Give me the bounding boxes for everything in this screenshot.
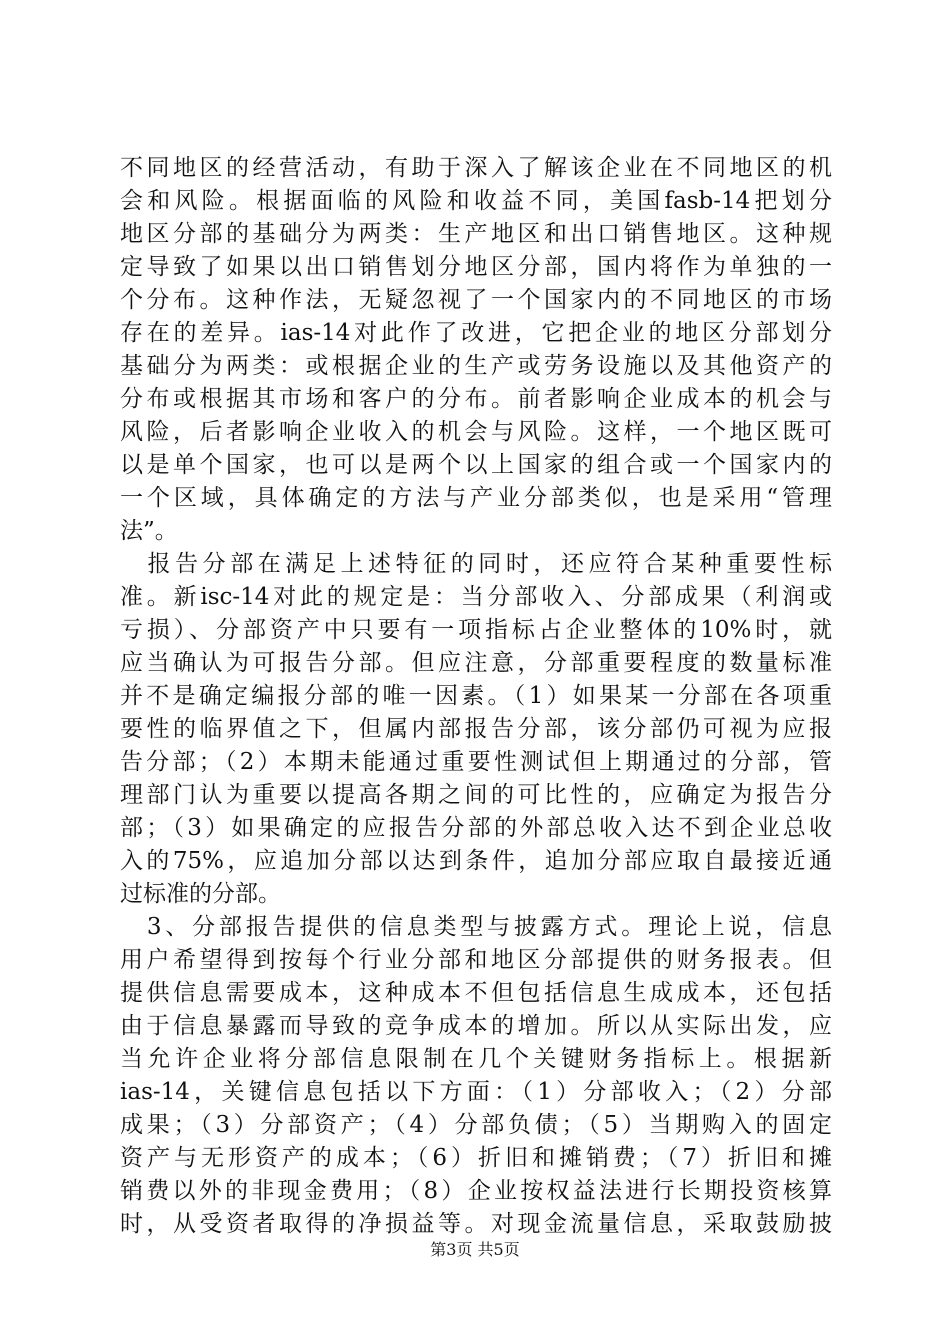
text-line: 部；（3）如果确定的应报告分部的外部总收入达不到企业总收: [120, 815, 832, 841]
text-line: 过标准的分部。: [120, 881, 281, 907]
text-line: 风险，后者影响企业收入的机会与风险。这样，一个地区既可: [120, 419, 832, 445]
text-line: 法”。: [120, 518, 178, 544]
text-line: 销费以外的非现金费用；（8）企业按权益法进行长期投资核算: [120, 1178, 832, 1204]
text-line: 时，从受资者取得的净损益等。对现金流量信息，采取鼓励披: [120, 1211, 832, 1237]
text-line: 以是单个国家，也可以是两个以上国家的组合或一个国家内的: [120, 452, 832, 478]
text-line: 定导致了如果以出口销售划分地区分部，国内将作为单独的一: [120, 254, 832, 280]
text-line: 地区分部的基础分为两类：生产地区和出口销售地区。这种规: [120, 221, 832, 247]
text-line: 用户希望得到按每个行业分部和地区分部提供的财务报表。但: [120, 947, 832, 973]
text-line: 准。新isc-14对此的规定是：当分部收入、分部成果（利润或: [120, 584, 832, 610]
text-line: 报告分部在满足上述特征的同时，还应符合某种重要性标: [120, 551, 832, 577]
text-line: ias-14，关键信息包括以下方面：（1）分部收入；（2）分部: [120, 1079, 832, 1105]
document-body: [120, 152, 832, 1241]
text-line: 成果；（3）分部资产；（4）分部负债；（5）当期购入的固定: [120, 1112, 832, 1138]
text-line: 一个区域，具体确定的方法与产业分部类似，也是采用“管理: [120, 485, 832, 511]
text-line: 分布或根据其市场和客户的分布。前者影响企业成本的机会与: [120, 386, 832, 412]
text-line: 入的75%，应追加分部以达到条件，追加分部应取自最接近通: [120, 848, 832, 874]
text-line: 要性的临界值之下，但属内部报告分部，该分部仍可视为应报: [120, 716, 832, 742]
text-line: 资产与无形资产的成本；（6）折旧和摊销费；（7）折旧和摊: [120, 1145, 832, 1171]
text-line: 会和风险。根据面临的风险和收益不同，美国fasb-14把划分: [120, 188, 832, 214]
text-line: 当允许企业将分部信息限制在几个关键财务指标上。根据新: [120, 1046, 832, 1072]
text-line: 不同地区的经营活动，有助于深入了解该企业在不同地区的机: [120, 155, 832, 181]
text-line: 并不是确定编报分部的唯一因素。（1）如果某一分部在各项重: [120, 683, 832, 709]
text-line: 个分布。这种作法，无疑忽视了一个国家内的不同地区的市场: [120, 287, 832, 313]
page-footer: 第3页 共5页: [430, 1240, 520, 1259]
text-line: 亏损）、分部资产中只要有一项指标占企业整体的10%时，就: [120, 617, 832, 643]
text-line: 3、分部报告提供的信息类型与披露方式。理论上说，信息: [120, 914, 832, 940]
text-line: 基础分为两类：或根据企业的生产或劳务设施以及其他资产的: [120, 353, 832, 379]
text-line: 由于信息暴露而导致的竞争成本的增加。所以从实际出发，应: [120, 1013, 832, 1039]
text-line: 理部门认为重要以提高各期之间的可比性的，应确定为报告分: [120, 782, 832, 808]
text-line: 存在的差异。ias-14对此作了改进，它把企业的地区分部划分: [120, 320, 832, 346]
text-line: 提供信息需要成本，这种成本不但包括信息生成成本，还包括: [120, 980, 832, 1006]
text-line: 告分部；（2）本期未能通过重要性测试但上期通过的分部，管: [120, 749, 832, 775]
text-line: 应当确认为可报告分部。但应注意，分部重要程度的数量标准: [120, 650, 832, 676]
